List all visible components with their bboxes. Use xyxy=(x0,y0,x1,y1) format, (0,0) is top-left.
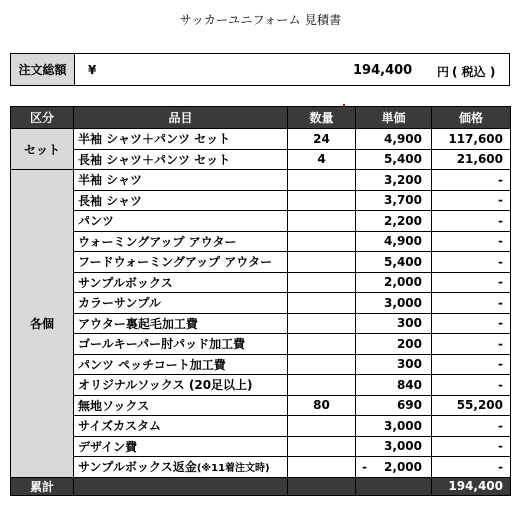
category-set: セット xyxy=(11,129,74,170)
item-cell: 長袖 シャツ＋パンツ セット xyxy=(74,149,288,170)
item-cell: 無地ソックス xyxy=(74,395,288,416)
qty-cell xyxy=(288,334,356,355)
table-row xyxy=(11,457,511,478)
amount-cell: - xyxy=(432,211,511,232)
qty-cell xyxy=(288,170,356,191)
item-cell: サイズカスタム xyxy=(74,416,288,437)
summary-amount: 194,400 xyxy=(432,477,511,495)
table-row xyxy=(11,313,511,334)
table-row xyxy=(11,436,511,457)
amount-cell: - xyxy=(432,313,511,334)
refund-item-label: サンプルボックス返金 xyxy=(78,460,197,475)
unit-price-cell: 3,000 xyxy=(356,416,432,437)
qty-cell xyxy=(288,231,356,252)
amount-cell: - xyxy=(432,436,511,457)
qty-cell xyxy=(288,375,356,396)
header-qty: 数量 xyxy=(288,107,356,129)
category-individual: 各個 xyxy=(11,170,74,478)
unit-price-cell: 3,000 xyxy=(356,436,432,457)
amount-cell: 21,600 xyxy=(432,149,511,170)
currency-symbol: ¥ xyxy=(88,63,97,77)
header-category: 区分 xyxy=(11,107,74,129)
refund-unit-price: 2,000 xyxy=(384,459,422,474)
amount-cell: 117,600 xyxy=(432,129,511,150)
quote-table xyxy=(10,106,511,496)
table-row xyxy=(11,190,511,211)
unit-price-cell: 690 xyxy=(356,395,432,416)
table-row xyxy=(11,170,511,191)
header-item: 品目 xyxy=(74,107,288,129)
amount-cell: - xyxy=(432,252,511,273)
unit-price-cell: 3,000 xyxy=(356,293,432,314)
document-title: サッカーユニフォーム 見積書 xyxy=(179,13,342,27)
table-row xyxy=(11,334,511,355)
unit-price-cell: 4,900 xyxy=(356,129,432,150)
refund-item-note: (※11着注文時) xyxy=(196,463,270,475)
amount-cell: - xyxy=(432,354,511,375)
qty-cell xyxy=(288,293,356,314)
unit-price-cell: 4,900 xyxy=(356,231,432,252)
unit-price-cell: 2,200 xyxy=(356,211,432,232)
table-row xyxy=(11,375,511,396)
summary-empty xyxy=(288,477,356,495)
amount-cell: - xyxy=(432,375,511,396)
table-row xyxy=(11,416,511,437)
table-row xyxy=(11,272,511,293)
qty-cell xyxy=(288,211,356,232)
unit-price-cell: 200 xyxy=(356,334,432,355)
item-cell: パンツ ペッチコート加工費 xyxy=(74,354,288,375)
qty-cell: 24 xyxy=(288,129,356,150)
amount-cell: - xyxy=(432,231,511,252)
item-cell: オリジナルソックス (20足以上) xyxy=(74,375,288,396)
amount-cell: - xyxy=(432,334,511,355)
amount-cell: - xyxy=(432,190,511,211)
item-cell: 半袖 シャツ＋パンツ セット xyxy=(74,129,288,150)
item-cell: フードウォーミングアップ アウター xyxy=(74,252,288,273)
table-row xyxy=(11,293,511,314)
order-total-amount: 194,400 xyxy=(353,63,413,78)
unit-price-cell: 3,200 xyxy=(356,170,432,191)
tax-note: ( 税込 ) xyxy=(452,65,496,79)
amount-cell: - xyxy=(432,170,511,191)
summary-label: 累計 xyxy=(11,477,74,495)
item-cell: ゴールキーパー肘パッド加工費 xyxy=(74,334,288,355)
item-cell: アウター裏起毛加工費 xyxy=(74,313,288,334)
qty-cell: 80 xyxy=(288,395,356,416)
qty-cell xyxy=(288,272,356,293)
order-total-box xyxy=(10,53,510,86)
item-cell: パンツ xyxy=(74,211,288,232)
unit-price-cell: 300 xyxy=(356,354,432,375)
item-cell: ウォーミングアップ アウター xyxy=(74,231,288,252)
qty-cell xyxy=(288,313,356,334)
unit-price-cell: 840 xyxy=(356,375,432,396)
item-cell: デザイン費 xyxy=(74,436,288,457)
item-cell: 半袖 シャツ xyxy=(74,170,288,191)
unit-price-cell xyxy=(356,457,432,478)
qty-cell: 4 xyxy=(288,149,356,170)
table-row xyxy=(11,129,511,150)
summary-empty xyxy=(356,477,432,495)
amount-cell: - xyxy=(432,293,511,314)
amount-cell: - xyxy=(432,457,511,478)
table-header-row xyxy=(11,107,511,129)
qty-cell xyxy=(288,252,356,273)
unit-price-cell: 5,400 xyxy=(356,252,432,273)
item-cell: サンプルボックス xyxy=(74,272,288,293)
unit-price-cell: 300 xyxy=(356,313,432,334)
unit-price-cell: 2,000 xyxy=(356,272,432,293)
summary-empty xyxy=(74,477,288,495)
header-amount: 価格 xyxy=(432,107,511,129)
item-cell: 長袖 シャツ xyxy=(74,190,288,211)
table-row xyxy=(11,252,511,273)
table-row xyxy=(11,395,511,416)
item-cell: カラーサンプル xyxy=(74,293,288,314)
table-row xyxy=(11,211,511,232)
item-cell-refund xyxy=(74,457,288,478)
qty-cell xyxy=(288,436,356,457)
amount-cell: 55,200 xyxy=(432,395,511,416)
summary-row xyxy=(11,477,511,495)
unit-price-cell: 5,400 xyxy=(356,149,432,170)
unit-price-cell: 3,700 xyxy=(356,190,432,211)
table-row xyxy=(11,231,511,252)
amount-cell: - xyxy=(432,416,511,437)
qty-cell xyxy=(288,457,356,478)
amount-cell: - xyxy=(432,272,511,293)
currency-unit: 円 xyxy=(437,65,450,79)
qty-cell xyxy=(288,190,356,211)
header-unit-price: 単価 xyxy=(356,107,432,129)
table-row xyxy=(11,354,511,375)
qty-cell xyxy=(288,416,356,437)
table-row xyxy=(11,149,511,170)
order-total-label: 注文総額 xyxy=(11,54,75,85)
minus-sign: - xyxy=(362,459,367,474)
qty-cell xyxy=(288,354,356,375)
